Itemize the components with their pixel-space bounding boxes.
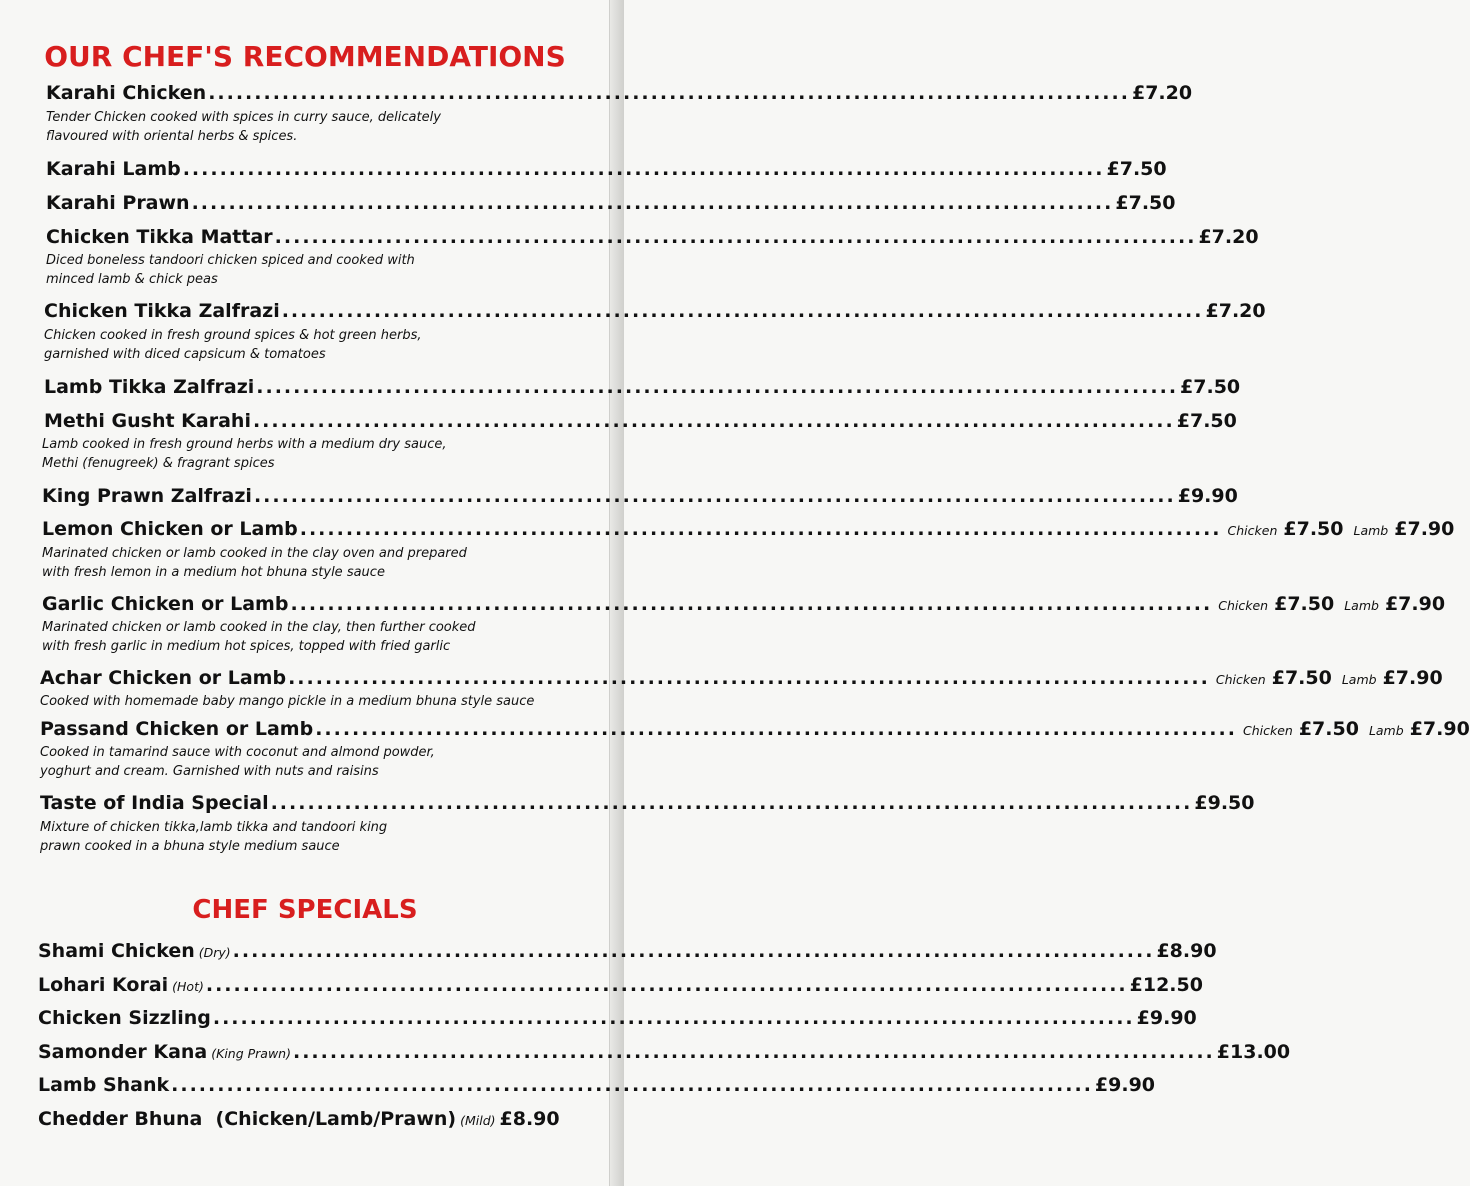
lamb-label: Lamb — [1353, 523, 1389, 538]
menu-item-achar-chicken-or-lamb — [40, 667, 1443, 689]
item-description: Chicken cooked in fresh ground spices & hot green herbs, garnished with diced capsicum & tomatoes — [44, 328, 422, 362]
lamb-label: Lamb — [1368, 723, 1404, 738]
item-note: (King Prawn) — [211, 1046, 291, 1061]
menu-item-chicken-tikka-mattar — [46, 226, 1259, 248]
item-name: Lohari Korai — [38, 974, 169, 996]
item-name: Lamb Shank — [38, 1074, 170, 1096]
leader-dots: .................................................................................................... — [252, 410, 1175, 432]
chicken-label: Chicken — [1227, 523, 1278, 538]
leader-dots: .................................................................................................... — [299, 518, 1222, 540]
item-price: £9.90 — [1094, 1074, 1156, 1096]
item-price: £7.50 — [1176, 410, 1237, 432]
special-item-lohari-korai — [38, 974, 1203, 996]
item-description: Cooked with homemade baby mango pickle in a medium bhuna style sauce — [40, 694, 535, 709]
item-name: King Prawn Zalfrazi — [42, 485, 252, 507]
leader-dots: .................................................................................................... — [205, 974, 1128, 996]
recommendations-title: OUR CHEF'S RECOMMENDATIONS — [44, 40, 566, 73]
menu-item-chicken-tikka-zalfrazi — [44, 300, 1266, 322]
item-price: £9.90 — [1136, 1007, 1197, 1029]
chicken-price: £7.50 — [1274, 593, 1335, 615]
item-description: Diced boneless tandoori chicken spiced and cooked with minced lamb & chick peas — [46, 253, 415, 287]
item-name: Shami Chicken — [38, 940, 195, 962]
chicken-price: £7.50 — [1283, 518, 1344, 540]
menu-item-passand-chicken-or-lamb — [40, 718, 1470, 740]
item-name: Chicken Sizzling — [38, 1007, 211, 1029]
leader-dots: .................................................................................................... — [208, 82, 1130, 104]
item-price: £13.00 — [1216, 1041, 1291, 1063]
item-price: £7.20 — [1205, 300, 1266, 322]
leader-dots: .................................................................................................... — [191, 192, 1114, 214]
item-description: Marinated chicken or lamb cooked in the clay oven and prepared with fresh lemon in a medium hot bhuna style sauce — [42, 546, 467, 580]
leader-dots: .................................................................................................... — [256, 376, 1179, 398]
leader-dots: .................................................................................................... — [270, 792, 1193, 814]
menu-item-karahi-lamb — [46, 158, 1167, 180]
item-name: Chicken Tikka Mattar — [46, 226, 273, 248]
lamb-price: £7.90 — [1382, 667, 1443, 689]
item-price: £9.90 — [1177, 485, 1238, 507]
item-name: Lamb Tikka Zalfrazi — [44, 376, 255, 398]
item-description: Mixture of chicken tikka,lamb tikka and tandoori king prawn cooked in a bhuna style medium sauce — [40, 820, 388, 854]
leader-dots: .................................................................................................... — [290, 593, 1213, 615]
item-name: Methi Gusht Karahi — [44, 410, 251, 432]
item-description: Tender Chicken cooked with spices in curry sauce, delicately flavoured with oriental herbs & spices. — [46, 110, 441, 144]
item-name: Taste of India Special — [40, 792, 269, 814]
item-name: Karahi Chicken — [46, 82, 207, 104]
item-name: Karahi Lamb — [46, 158, 181, 180]
lamb-price: £7.90 — [1384, 593, 1446, 615]
special-item-shami-chicken — [38, 940, 1217, 962]
menu-item-garlic-chicken-or-lamb — [42, 593, 1446, 615]
special-item-lamb-shank — [38, 1074, 1156, 1096]
item-price: £7.50 — [1106, 158, 1167, 180]
special-item-chicken-sizzling — [38, 1007, 1197, 1029]
leader-dots: .................................................................................................... — [253, 485, 1176, 507]
menu-item-lamb-tikka-zalfrazi — [44, 376, 1241, 398]
special-item-chedder-bhuna — [38, 1108, 558, 1130]
item-name: Chedder Bhuna (Chicken/Lamb/Prawn) — [38, 1108, 457, 1130]
item-note: (Hot) — [172, 979, 204, 994]
item-price: £7.20 — [1198, 226, 1259, 248]
leader-dots: .................................................................................................... — [171, 1074, 1093, 1096]
item-price: £9.50 — [1194, 792, 1255, 814]
item-price: £8.90 — [499, 1108, 560, 1130]
lamb-price: £7.90 — [1394, 518, 1455, 540]
leader-dots: .................................................................................................... — [293, 1041, 1215, 1063]
menu-item-karahi-prawn — [46, 192, 1176, 214]
item-name: Lemon Chicken or Lamb — [42, 518, 298, 540]
menu-item-taste-of-india-special — [40, 792, 1255, 814]
menu-item-king-prawn-zalfrazi — [42, 485, 1238, 507]
item-name: Chicken Tikka Zalfrazi — [44, 300, 280, 322]
item-name: Samonder Kana — [38, 1041, 208, 1063]
leader-dots: .................................................................................................... — [212, 1007, 1135, 1029]
chicken-price: £7.50 — [1271, 667, 1332, 689]
leader-dots: .................................................................................................... — [182, 158, 1105, 180]
item-name: Karahi Prawn — [46, 192, 190, 214]
lamb-label: Lamb — [1341, 672, 1377, 687]
item-price: £7.50 — [1180, 376, 1241, 398]
special-item-samonder-kana — [38, 1041, 1291, 1063]
item-note: (Dry) — [198, 945, 231, 960]
item-description: Marinated chicken or lamb cooked in the clay, then further cooked with fresh garlic in medium hot spices, topped with fried garlic — [42, 620, 476, 654]
item-note: (Mild) — [460, 1113, 496, 1128]
leader-dots: .................................................................................................... — [288, 667, 1210, 689]
menu-item-karahi-chicken — [46, 82, 1193, 104]
item-description: Lamb cooked in fresh ground herbs with a medium dry sauce, Methi (fenugreek) & fragrant spices — [42, 437, 447, 471]
leader-dots: .................................................................................................... — [281, 300, 1204, 322]
menu-item-methi-gusht-karahi — [44, 410, 1237, 432]
item-name: Garlic Chicken or Lamb — [42, 593, 289, 615]
leader-dots: .................................................................................................... — [232, 940, 1155, 962]
item-description: Cooked in tamarind sauce with coconut and almond powder, yoghurt and cream. Garnished with nuts and raisins — [40, 745, 435, 779]
leader-dots: .................................................................................................... — [315, 718, 1237, 740]
chicken-price: £7.50 — [1298, 718, 1359, 740]
chicken-label: Chicken — [1215, 672, 1266, 687]
item-price: £7.50 — [1115, 192, 1176, 214]
item-price: £8.90 — [1156, 940, 1217, 962]
specials-title: CHEF SPECIALS — [192, 895, 418, 925]
chicken-label: Chicken — [1218, 598, 1269, 613]
lamb-label: Lamb — [1344, 598, 1379, 613]
item-name: Passand Chicken or Lamb — [40, 718, 314, 740]
chicken-label: Chicken — [1242, 723, 1293, 738]
item-price: £12.50 — [1129, 974, 1203, 996]
item-name: Achar Chicken or Lamb — [40, 667, 287, 689]
lamb-price: £7.90 — [1409, 718, 1470, 740]
leader-dots: .................................................................................................... — [274, 226, 1197, 248]
item-price: £7.20 — [1131, 82, 1193, 104]
menu-item-lemon-chicken-or-lamb — [42, 518, 1455, 540]
